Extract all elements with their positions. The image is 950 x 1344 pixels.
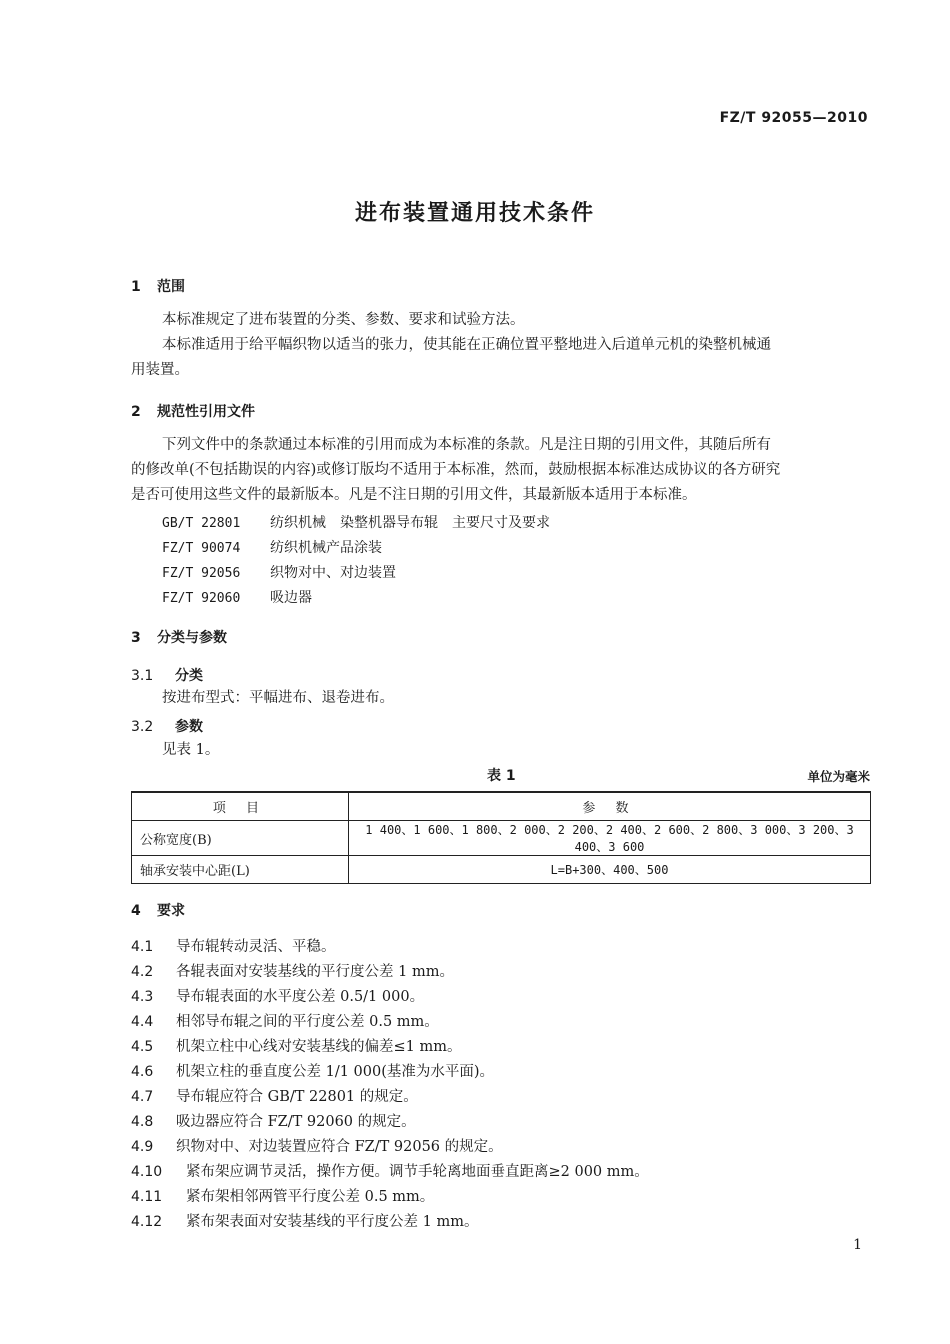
- table-cell-value: 1 400、1 600、1 800、2 000、2 200、2 400、2 600、2 800、3 000、3 200、3 400、3 600: [349, 821, 871, 856]
- reference-item: [162, 512, 550, 532]
- requirement-number: 4.5: [131, 1039, 154, 1055]
- section-title: 范围: [157, 279, 185, 295]
- table-header-params: 参 数: [349, 792, 871, 821]
- requirement-item: [131, 1060, 494, 1081]
- requirement-number: 4.8: [131, 1114, 154, 1130]
- table-cell-value: L=B+300、400、500: [349, 856, 871, 884]
- section-1-paragraph-2-line-2: 用装置。: [131, 362, 189, 378]
- requirement-text: 相邻导布辊之间的平行度公差 0.5 mm。: [176, 1014, 439, 1030]
- reference-code: FZ/T 92056: [162, 566, 241, 581]
- reference-code: FZ/T 92060: [162, 591, 241, 606]
- reference-name: 织物对中、对边装置: [270, 565, 396, 581]
- section-1-paragraph-1: 本标准规定了进布装置的分类、参数、要求和试验方法。: [162, 312, 525, 328]
- requirement-text: 各辊表面对安装基线的平行度公差 1 mm。: [176, 964, 454, 980]
- requirement-item: [131, 1135, 503, 1156]
- table-header-row: [132, 792, 871, 821]
- requirement-number: 4.1: [131, 939, 154, 955]
- page-number: 1: [853, 1237, 862, 1253]
- requirement-number: 4.2: [131, 964, 154, 980]
- requirement-item: [131, 1210, 478, 1231]
- parameter-table: [131, 791, 871, 884]
- table-unit: 单位为毫米: [807, 769, 870, 784]
- requirement-text: 紧布架应调节灵活，操作方便。调节手轮离地面垂直距离≥2 000 mm。: [186, 1164, 649, 1180]
- requirement-item: [131, 1160, 649, 1181]
- requirement-text: 吸边器应符合 FZ/T 92060 的规定。: [176, 1114, 416, 1130]
- subsection-number: 3.1: [131, 668, 154, 684]
- table-cell-item: 公称宽度(B): [132, 821, 349, 856]
- section-title: 分类与参数: [157, 630, 227, 646]
- section-1-heading: [131, 276, 185, 296]
- section-2-paragraph-line-1: 下列文件中的条款通过本标准的引用而成为本标准的条款。凡是注日期的引用文件，其随后所有: [162, 437, 771, 453]
- section-title: 规范性引用文件: [157, 404, 255, 420]
- subsection-3-2-text: 见表 1。: [162, 742, 220, 758]
- reference-name: 纺织机械产品涂装: [270, 540, 382, 556]
- requirement-text: 紧布架表面对安装基线的平行度公差 1 mm。: [186, 1214, 479, 1230]
- requirement-item: [131, 985, 424, 1006]
- requirement-number: 4.11: [131, 1189, 163, 1205]
- reference-name: 吸边器: [270, 590, 312, 606]
- document-title: 进布装置通用技术条件: [354, 201, 595, 226]
- requirement-number: 4.6: [131, 1064, 154, 1080]
- requirement-text: 机架立柱中心线对安装基线的偏差≤1 mm。: [176, 1039, 462, 1055]
- reference-item: [162, 537, 382, 557]
- table-row: [132, 856, 871, 884]
- section-number: 2: [131, 404, 141, 420]
- section-3-heading: [131, 627, 227, 647]
- subsection-title: 分类: [175, 668, 203, 684]
- requirement-number: 4.12: [131, 1214, 163, 1230]
- table-row: [132, 821, 871, 856]
- reference-name: 纺织机械 染整机器导布辊 主要尺寸及要求: [270, 515, 550, 531]
- section-4-heading: [131, 900, 185, 920]
- requirement-number: 4.9: [131, 1139, 154, 1155]
- section-1-paragraph-2-line-1: 本标准适用于给平幅织物以适当的张力，使其能在正确位置平整地进入后道单元机的染整机械通: [162, 337, 771, 353]
- section-2-heading: [131, 401, 255, 421]
- requirement-item: [131, 960, 454, 981]
- section-number: 3: [131, 630, 141, 646]
- subsection-3-1-heading: [131, 665, 203, 685]
- requirement-text: 机架立柱的垂直度公差 1/1 000(基准为水平面)。: [176, 1064, 495, 1080]
- requirement-number: 4.4: [131, 1014, 154, 1030]
- requirement-item: [131, 1110, 416, 1131]
- reference-item: [162, 562, 396, 582]
- section-number: 4: [131, 903, 141, 919]
- subsection-3-2-heading: [131, 716, 203, 736]
- requirement-item: [131, 1185, 434, 1206]
- reference-code: FZ/T 90074: [162, 541, 241, 556]
- requirement-number: 4.3: [131, 989, 154, 1005]
- requirement-item: [131, 1010, 439, 1031]
- requirement-number: 4.7: [131, 1089, 154, 1105]
- requirement-item: [131, 1085, 418, 1106]
- section-2-paragraph-line-3: 是否可使用这些文件的最新版本。凡是不注日期的引用文件，其最新版本适用于本标准。: [131, 487, 697, 503]
- requirement-item: [131, 1035, 461, 1056]
- requirement-item: [131, 935, 336, 956]
- requirement-number: 4.10: [131, 1164, 163, 1180]
- section-number: 1: [131, 279, 141, 295]
- subsection-title: 参数: [175, 719, 203, 735]
- reference-item: [162, 587, 312, 607]
- section-title: 要求: [157, 903, 185, 919]
- subsection-number: 3.2: [131, 719, 154, 735]
- requirement-text: 紧布架相邻两管平行度公差 0.5 mm。: [186, 1189, 435, 1205]
- standard-code: FZ/T 92055—2010: [719, 110, 868, 126]
- section-2-paragraph-line-2: 的修改单(不包括勘误的内容)或修订版均不适用于本标准，然而，鼓励根据本标准达成协议的各方研究: [131, 462, 781, 478]
- reference-code: GB/T 22801: [162, 516, 241, 531]
- requirement-text: 导布辊应符合 GB/T 22801 的规定。: [176, 1089, 418, 1105]
- table-header-item: 项 目: [132, 792, 349, 821]
- requirement-text: 导布辊转动灵活、平稳。: [176, 939, 336, 955]
- table-cell-item: 轴承安装中心距(L): [132, 856, 349, 884]
- subsection-3-1-text: 按进布型式：平幅进布、退卷进布。: [162, 690, 394, 706]
- requirement-text: 导布辊表面的水平度公差 0.5/1 000。: [176, 989, 425, 1005]
- requirement-text: 织物对中、对边装置应符合 FZ/T 92056 的规定。: [176, 1139, 503, 1155]
- table-caption: 表 1: [487, 768, 516, 784]
